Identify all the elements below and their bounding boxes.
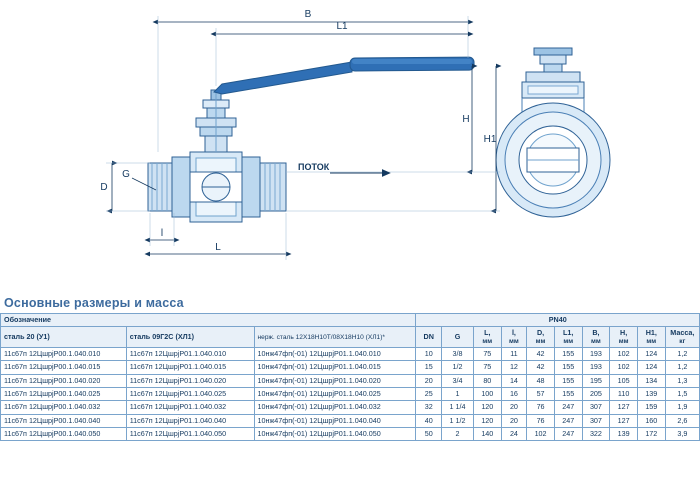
cell-mass: 1,3 bbox=[665, 374, 699, 387]
cell-h: 105 bbox=[610, 374, 638, 387]
cell-l-small: 100 bbox=[473, 387, 501, 400]
cell-l-small: 120 bbox=[473, 401, 501, 414]
col-header-d-label: D, bbox=[536, 328, 545, 338]
cell-steel20: 11с67п 12ЦшрјР00.1.040.050 bbox=[1, 427, 127, 440]
table-row bbox=[1, 427, 700, 440]
dimension-label-H1: H1 bbox=[483, 134, 497, 145]
col-header-stainless bbox=[254, 327, 416, 348]
col-header-l1 bbox=[554, 327, 582, 348]
cell-steel09g2c: 11с67п 12ЦшрјР01.1.040.020 bbox=[126, 374, 254, 387]
cell-h1: 139 bbox=[637, 387, 665, 400]
col-header-h-unit: мм bbox=[618, 337, 629, 345]
cell-l1: 155 bbox=[554, 348, 582, 361]
cell-b: 195 bbox=[582, 374, 610, 387]
cell-stainless: 10нж47фп(-01) 12ЦшрјР01.1.040.040 bbox=[254, 414, 416, 427]
col-header-l-small-unit: мм bbox=[482, 337, 493, 345]
cell-l1: 155 bbox=[554, 361, 582, 374]
table-body bbox=[1, 348, 700, 441]
cell-mass: 1,2 bbox=[665, 348, 699, 361]
cell-steel09g2c: 11с67п 12ЦшрјР01.1.040.050 bbox=[126, 427, 254, 440]
cell-steel09g2c: 11с67п 12ЦшрјР01.1.040.015 bbox=[126, 361, 254, 374]
table-row bbox=[1, 414, 700, 427]
cell-steel09g2c: 11с67п 12ЦшрјР01.1.040.010 bbox=[126, 348, 254, 361]
col-header-mass-unit: кг bbox=[679, 337, 686, 345]
col-header-b-label: B, bbox=[592, 328, 600, 338]
cell-g: 1 bbox=[442, 387, 474, 400]
table-header bbox=[1, 314, 700, 348]
cell-l-small: 75 bbox=[473, 361, 501, 374]
cell-l-lower: 16 bbox=[501, 387, 527, 400]
cell-d: 102 bbox=[527, 427, 555, 440]
dimension-label-L: L bbox=[215, 242, 221, 253]
col-header-h1 bbox=[637, 327, 665, 348]
cell-h1: 134 bbox=[637, 374, 665, 387]
table-column-header-row bbox=[1, 327, 700, 348]
col-header-h-label: H, bbox=[620, 328, 628, 338]
cell-h1: 160 bbox=[637, 414, 665, 427]
cell-g: 1/2 bbox=[442, 361, 474, 374]
cell-b: 322 bbox=[582, 427, 610, 440]
cell-steel09g2c: 11с67п 12ЦшрјР01.1.040.040 bbox=[126, 414, 254, 427]
cell-h: 139 bbox=[610, 427, 638, 440]
cell-h: 102 bbox=[610, 361, 638, 374]
cell-b: 307 bbox=[582, 414, 610, 427]
cell-d: 76 bbox=[527, 414, 555, 427]
cell-h: 127 bbox=[610, 414, 638, 427]
cell-l-small: 80 bbox=[473, 374, 501, 387]
cell-h1: 159 bbox=[637, 401, 665, 414]
section-title: Основные размеры и масса bbox=[4, 296, 184, 310]
cell-l-lower: 24 bbox=[501, 427, 527, 440]
col-header-steel20 bbox=[1, 327, 127, 348]
cell-d: 42 bbox=[527, 348, 555, 361]
cell-steel20: 11с67п 12ЦшрјР00.1.040.025 bbox=[1, 387, 127, 400]
cell-b: 307 bbox=[582, 401, 610, 414]
dimension-label-G: G bbox=[122, 169, 130, 180]
col-header-l1-unit: мм bbox=[563, 337, 574, 345]
cell-dn: 32 bbox=[416, 401, 442, 414]
cell-dn: 15 bbox=[416, 361, 442, 374]
cell-steel20: 11с67п 12ЦшрјР00.1.040.032 bbox=[1, 401, 127, 414]
cell-h: 110 bbox=[610, 387, 638, 400]
table-row bbox=[1, 348, 700, 361]
cell-mass: 1,5 bbox=[665, 387, 699, 400]
cell-steel09g2c: 11с67п 12ЦшрјР01.1.040.032 bbox=[126, 401, 254, 414]
cell-stainless: 10нж47фп(-01) 12ЦшрјР01.1.040.015 bbox=[254, 361, 416, 374]
specifications-section bbox=[0, 294, 700, 441]
table-row bbox=[1, 387, 700, 400]
flow-direction-label: ПОТОК bbox=[298, 162, 330, 172]
valve-front-view bbox=[496, 48, 610, 217]
col-header-l1-label: L1, bbox=[563, 328, 574, 338]
cell-l1: 247 bbox=[554, 401, 582, 414]
cell-h1: 124 bbox=[637, 361, 665, 374]
col-header-h1-unit: мм bbox=[646, 337, 657, 345]
col-header-steel20-label: сталь 20 (У1) bbox=[4, 332, 50, 342]
dimension-label-H: H bbox=[462, 114, 470, 125]
col-header-mass-label: Масса, bbox=[670, 328, 695, 338]
cell-dn: 40 bbox=[416, 414, 442, 427]
cell-steel09g2c: 11с67п 12ЦшрјР01.1.040.025 bbox=[126, 387, 254, 400]
table-row bbox=[1, 374, 700, 387]
cell-steel20: 11с67п 12ЦшрјР00.1.040.015 bbox=[1, 361, 127, 374]
cell-stainless: 10нж47фп(-01) 12ЦшрјР01.1.040.032 bbox=[254, 401, 416, 414]
col-header-stainless-label: нерж. сталь 12Х18Н10Т/08Х18Н10 (ХЛ1)* bbox=[257, 333, 385, 341]
cell-mass: 2,6 bbox=[665, 414, 699, 427]
cell-stainless: 10нж47фп(-01) 12ЦшрјР01.1.040.020 bbox=[254, 374, 416, 387]
cell-steel20: 11с67п 12ЦшрјР00.1.040.040 bbox=[1, 414, 127, 427]
cell-g: 3/4 bbox=[442, 374, 474, 387]
cell-d: 76 bbox=[527, 401, 555, 414]
cell-l-lower: 20 bbox=[501, 401, 527, 414]
cell-g: 2 bbox=[442, 427, 474, 440]
col-header-d-unit: мм bbox=[535, 337, 546, 345]
cell-h1: 124 bbox=[637, 348, 665, 361]
col-header-d bbox=[527, 327, 555, 348]
dimension-label-L1: L1 bbox=[336, 21, 348, 32]
cell-mass: 1,2 bbox=[665, 361, 699, 374]
cell-stainless: 10нж47фп(-01) 12ЦшрјР01.1.040.050 bbox=[254, 427, 416, 440]
cell-h: 102 bbox=[610, 348, 638, 361]
cell-l1: 247 bbox=[554, 414, 582, 427]
cell-g: 1 1/4 bbox=[442, 401, 474, 414]
cell-l-lower: 11 bbox=[501, 348, 527, 361]
cell-steel20: 11с67п 12ЦшрјР00.1.040.020 bbox=[1, 374, 127, 387]
cell-g: 3/8 bbox=[442, 348, 474, 361]
cell-b: 193 bbox=[582, 348, 610, 361]
col-header-b-unit: мм bbox=[591, 337, 601, 345]
cell-b: 193 bbox=[582, 361, 610, 374]
cell-d: 42 bbox=[527, 361, 555, 374]
col-header-l-lower-unit: мм bbox=[509, 337, 519, 345]
group-header-pn: PN40 bbox=[416, 314, 700, 327]
dimension-lines bbox=[106, 16, 500, 260]
col-header-h bbox=[610, 327, 638, 348]
col-header-l-small bbox=[473, 327, 501, 348]
table-row bbox=[1, 361, 700, 374]
cell-mass: 1,9 bbox=[665, 401, 699, 414]
cell-dn: 50 bbox=[416, 427, 442, 440]
cell-l-lower: 14 bbox=[501, 374, 527, 387]
cell-stainless: 10нж47фп(-01) 12ЦшрјР01.1.040.025 bbox=[254, 387, 416, 400]
col-header-l-lower bbox=[501, 327, 527, 348]
col-header-dn-label: DN bbox=[423, 332, 434, 342]
group-header-designation: Обозначение bbox=[1, 314, 416, 327]
dimension-label-l: l bbox=[160, 228, 164, 239]
cell-g: 1 1/2 bbox=[442, 414, 474, 427]
cell-l-small: 75 bbox=[473, 348, 501, 361]
valve-handle bbox=[214, 57, 474, 94]
cell-l1: 155 bbox=[554, 387, 582, 400]
cell-l1: 155 bbox=[554, 374, 582, 387]
col-header-g bbox=[442, 327, 474, 348]
cell-h: 127 bbox=[610, 401, 638, 414]
cell-steel20: 11с67п 12ЦшрјР00.1.040.010 bbox=[1, 348, 127, 361]
cell-d: 57 bbox=[527, 387, 555, 400]
cell-dn: 10 bbox=[416, 348, 442, 361]
table-row bbox=[1, 401, 700, 414]
col-header-mass bbox=[665, 327, 699, 348]
col-header-h1-label: H1, bbox=[645, 328, 657, 338]
cell-l-small: 120 bbox=[473, 414, 501, 427]
cell-d: 48 bbox=[527, 374, 555, 387]
dimension-label-D: D bbox=[100, 182, 108, 193]
cell-stainless: 10нж47фп(-01) 12ЦшрјР01.1.040.010 bbox=[254, 348, 416, 361]
dimension-label-B: B bbox=[304, 9, 312, 20]
cell-b: 205 bbox=[582, 387, 610, 400]
cell-l1: 247 bbox=[554, 427, 582, 440]
specifications-table bbox=[0, 313, 700, 441]
col-header-l-lower-label: l, bbox=[511, 328, 516, 338]
col-header-b bbox=[582, 327, 610, 348]
col-header-dn bbox=[416, 327, 442, 348]
cell-dn: 20 bbox=[416, 374, 442, 387]
cell-l-lower: 20 bbox=[501, 414, 527, 427]
col-header-steel09g2c-label: сталь 09Г2С (ХЛ1) bbox=[129, 332, 195, 342]
col-header-l-small-label: L, bbox=[484, 328, 491, 338]
valve-side-view bbox=[148, 90, 286, 222]
cell-l-small: 140 bbox=[473, 427, 501, 440]
cell-mass: 3,9 bbox=[665, 427, 699, 440]
col-header-steel09g2c bbox=[126, 327, 254, 348]
cell-h1: 172 bbox=[637, 427, 665, 440]
table-group-header-row bbox=[1, 314, 700, 327]
cell-l-lower: 12 bbox=[501, 361, 527, 374]
col-header-g-label: G bbox=[454, 332, 461, 342]
cell-dn: 25 bbox=[416, 387, 442, 400]
